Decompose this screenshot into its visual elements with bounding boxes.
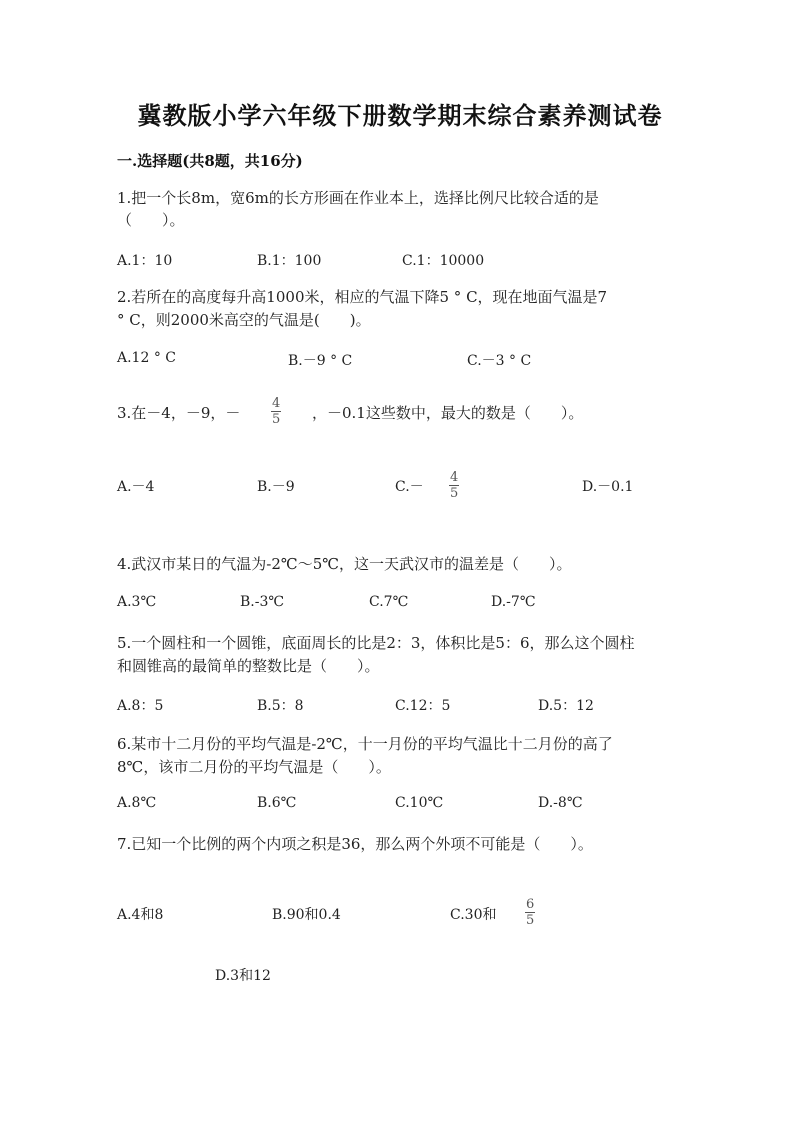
question-3-prefix: 3.在－4，－9，－	[117, 404, 241, 422]
q1-option-a: A.1：10	[117, 253, 173, 269]
q5-option-d: D.5：12	[538, 698, 594, 714]
q7-option-d: D.3和12	[215, 968, 271, 984]
question-5-line2: 和圆锥高的最简单的整数比是（ ）。	[117, 657, 380, 675]
page-title: 冀教版小学六年级下册数学期末综合素养测试卷	[137, 101, 663, 130]
question-1-line2: （ ）。	[117, 211, 185, 229]
q7-option-c: C.30和	[450, 907, 497, 923]
question-2-line1: 2.若所在的高度每升高1000米，相应的气温下降5 ° C，现在地面气温是7	[117, 288, 608, 306]
q4-option-a: A.3℃	[117, 594, 157, 610]
question-7-line1: 7.已知一个比例的两个内项之积是36，那么两个外项不可能是（ ）。	[117, 835, 593, 853]
q5-option-c: C.12：5	[395, 698, 451, 714]
q6-option-c: C.10℃	[395, 795, 444, 811]
q6-option-a: A.8℃	[117, 795, 157, 811]
q3-fraction-numerator: 4	[272, 396, 281, 411]
question-3-suffix: ，－0.1这些数中，最大的数是（ ）。	[312, 404, 584, 422]
question-4-line1: 4.武汉市某日的气温为-2℃～5℃，这一天武汉市的温差是（ ）。	[117, 555, 572, 573]
q3-fraction	[271, 396, 281, 427]
q5-option-a: A.8：5	[117, 698, 164, 714]
section-heading: 一.选择题(共8题，共16分)	[117, 152, 303, 170]
question-1-line1: 1.把一个长8m，宽6m的长方形画在作业本上，选择比例尺比较合适的是	[117, 189, 599, 207]
question-6-line2: 8℃，该市二月份的平均气温是（ ）。	[117, 758, 391, 776]
q2-option-a: A.12 ° C	[117, 350, 176, 366]
q7-option-b: B.90和0.4	[272, 907, 341, 923]
q2-option-b: B.－9 ° C	[288, 353, 353, 369]
q3-option-c: C.－	[395, 479, 424, 495]
q3-option-c-fraction	[449, 470, 459, 501]
q4-option-b: B.-3℃	[240, 594, 285, 610]
question-2-line2: ° C，则2000米高空的气温是( )。	[117, 311, 371, 329]
q2-option-c: C.－3 ° C	[467, 353, 532, 369]
q3-option-c-numerator: 4	[450, 470, 459, 485]
q7-option-c-numerator: 6	[526, 897, 535, 912]
q3-option-c-denominator: 5	[450, 486, 459, 501]
q3-fraction-denominator: 5	[272, 412, 281, 427]
q7-option-c-fraction	[525, 897, 535, 928]
q6-option-b: B.6℃	[257, 795, 297, 811]
q3-option-b: B.－9	[257, 479, 295, 495]
q5-option-b: B.5：8	[257, 698, 304, 714]
q7-option-a: A.4和8	[117, 907, 164, 923]
q4-option-d: D.-7℃	[491, 594, 536, 610]
q1-option-b: B.1：100	[257, 253, 322, 269]
q7-option-c-denominator: 5	[526, 913, 535, 928]
question-5-line1: 5.一个圆柱和一个圆锥，底面周长的比是2：3，体积比是5：6，那么这个圆柱	[117, 634, 635, 652]
q6-option-d: D.-8℃	[538, 795, 583, 811]
q3-option-a: A.－4	[117, 479, 155, 495]
question-6-line1: 6.某市十二月份的平均气温是-2℃，十一月份的平均气温比十二月份的高了	[117, 735, 613, 753]
q3-option-d: D.－0.1	[582, 479, 634, 495]
q1-option-c: C.1：10000	[402, 253, 485, 269]
q4-option-c: C.7℃	[369, 594, 409, 610]
